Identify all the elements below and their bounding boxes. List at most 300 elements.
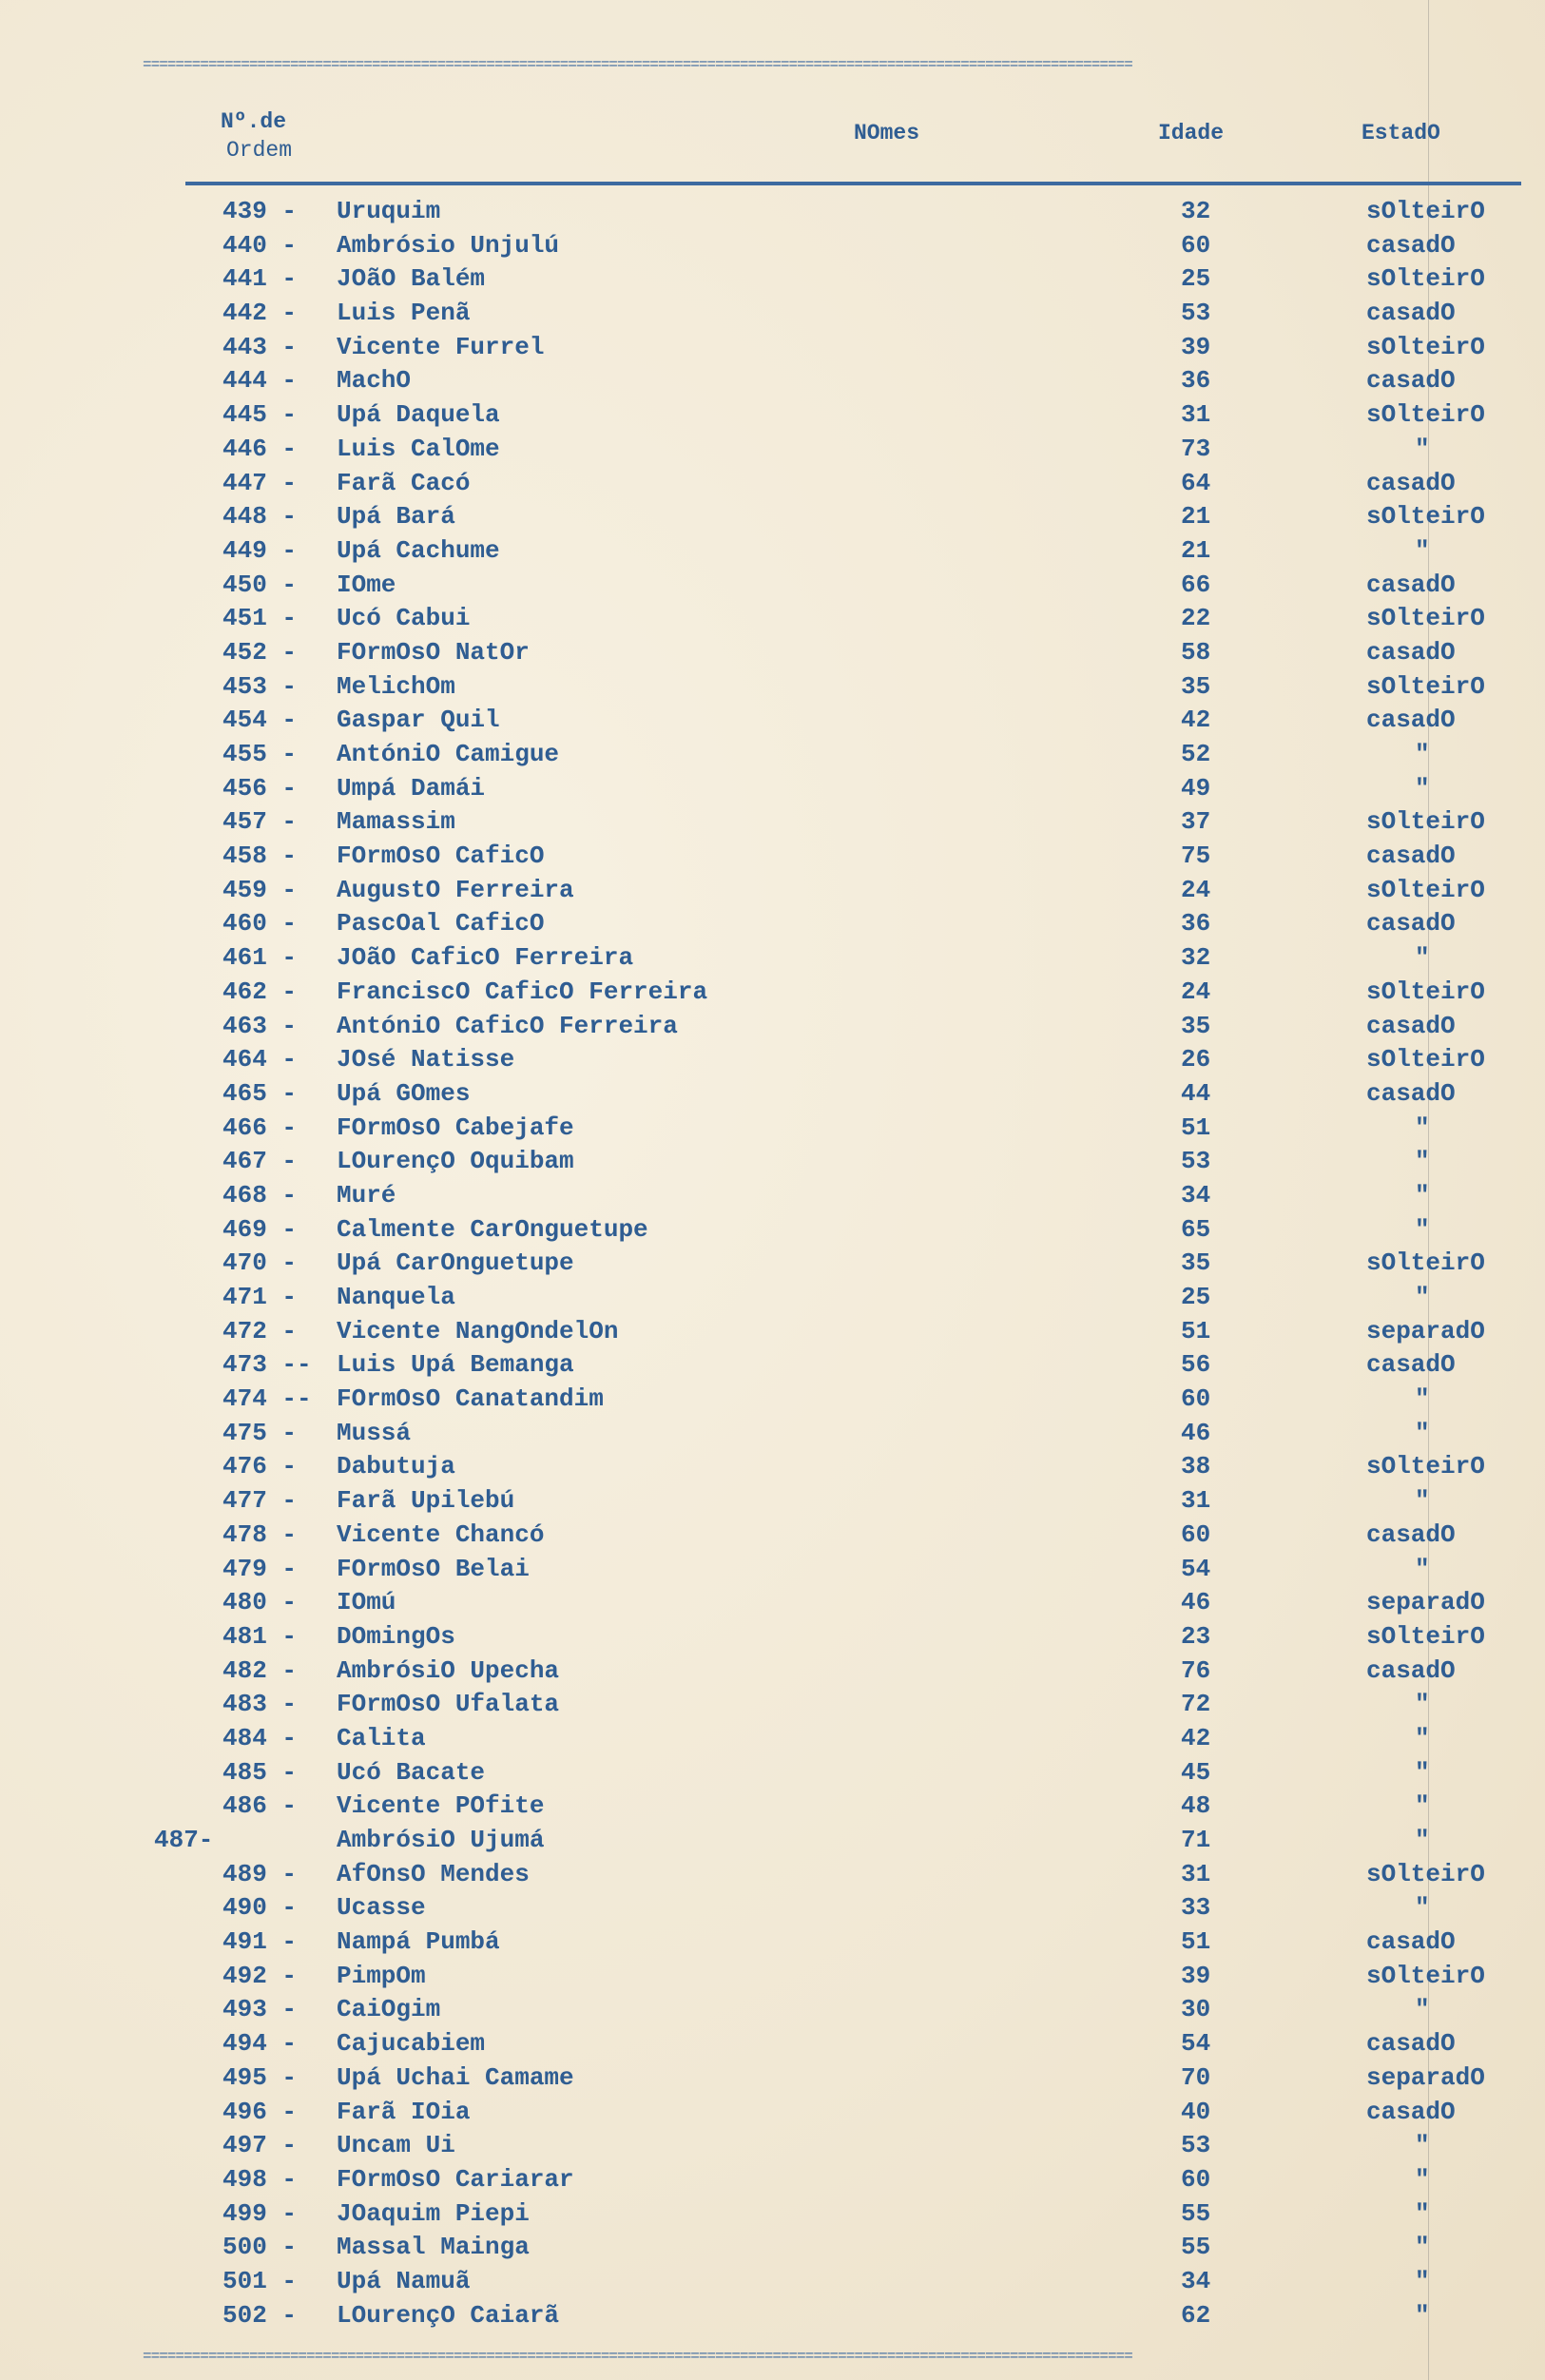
row-state: " (1415, 535, 1430, 565)
row-age: 44 (1181, 1078, 1211, 1108)
list-item (0, 2231, 1545, 2265)
row-name: IOme (337, 570, 396, 599)
row-number: 464 - (222, 1045, 298, 1074)
row-number: 461 - (222, 943, 298, 973)
row-age: 39 (1181, 332, 1211, 361)
header-state: EstadO (1362, 121, 1440, 145)
row-state: casadO (1366, 706, 1456, 735)
row-name: FOrmOsO Belai (337, 1554, 530, 1583)
row-state: sOlteirO (1366, 977, 1485, 1006)
row-name: Farã Upilebú (337, 1486, 515, 1516)
row-name: Upá CarOnguetupe (337, 1248, 574, 1278)
list-item (0, 2299, 1545, 2333)
list-item (0, 1858, 1545, 1892)
row-number: 502 - (222, 2300, 298, 2330)
list-item (0, 433, 1545, 467)
row-state: casadO (1366, 1011, 1456, 1040)
row-state: sOlteirO (1366, 604, 1485, 633)
row-state: casadO (1366, 366, 1456, 396)
row-name: FOrmOsO Canatandim (337, 1384, 604, 1414)
row-number: 489 - (222, 1859, 298, 1888)
row-age: 65 (1181, 1214, 1211, 1244)
row-state: casadO (1366, 299, 1456, 328)
row-state: sOlteirO (1366, 502, 1485, 532)
row-number: 498 - (222, 2164, 298, 2194)
list-item (0, 2265, 1545, 2299)
list-item (0, 1077, 1545, 1112)
row-age: 35 (1181, 1248, 1211, 1278)
header-underline (185, 182, 1521, 185)
row-name: Farã IOia (337, 2097, 471, 2126)
row-age: 56 (1181, 1350, 1211, 1380)
row-name: Luis CalOme (337, 434, 500, 463)
row-name: JOsé Natisse (337, 1045, 515, 1074)
row-age: 62 (1181, 2300, 1211, 2330)
row-number: 463 - (222, 1011, 298, 1040)
row-age: 60 (1181, 2164, 1211, 2194)
list-item (0, 534, 1545, 569)
row-number: 459 - (222, 875, 298, 904)
row-number: 496 - (222, 2097, 298, 2126)
list-item (0, 229, 1545, 263)
row-age: 75 (1181, 842, 1211, 871)
record-list (0, 195, 1545, 2332)
row-state: " (1415, 1757, 1430, 1787)
row-state: sOlteirO (1366, 197, 1485, 225)
row-state: sOlteirO (1366, 264, 1485, 294)
list-item (0, 1688, 1545, 1722)
row-age: 32 (1181, 197, 1211, 225)
row-state: sOlteirO (1366, 1859, 1485, 1888)
row-age: 60 (1181, 230, 1211, 260)
row-name: FOrmOsO Cariarar (337, 2164, 574, 2194)
row-state: " (1415, 1113, 1430, 1142)
row-number: 460 - (222, 909, 298, 938)
row-state: casadO (1366, 1655, 1456, 1685)
row-state: sOlteirO (1366, 1961, 1485, 1990)
row-name: Vicente Furrel (337, 332, 545, 361)
list-item (0, 1043, 1545, 1077)
row-number: 486 - (222, 1791, 298, 1821)
row-age: 38 (1181, 1452, 1211, 1481)
row-number: 468 - (222, 1180, 298, 1209)
row-name: Ucasse (337, 1893, 426, 1923)
row-number: 495 - (222, 2062, 298, 2092)
row-state: " (1415, 1147, 1430, 1176)
row-age: 36 (1181, 366, 1211, 396)
row-state: " (1415, 1214, 1430, 1244)
list-item (0, 2061, 1545, 2096)
row-name: Calmente CarOnguetupe (337, 1214, 648, 1244)
row-number: 457 - (222, 807, 298, 837)
row-number: 453 - (222, 671, 298, 701)
row-age: 53 (1181, 1147, 1211, 1176)
list-item (0, 1247, 1545, 1281)
row-number: 494 - (222, 2029, 298, 2059)
row-name: Upá Daquela (337, 400, 500, 430)
row-name: Farã Cacó (337, 468, 471, 497)
row-number: 447 - (222, 468, 298, 497)
row-name: Nampá Pumbá (337, 1927, 500, 1957)
row-name: Nanquela (337, 1283, 455, 1311)
row-number: 469 - (222, 1214, 298, 1244)
list-item (0, 500, 1545, 534)
row-state: sOlteirO (1366, 1621, 1485, 1651)
list-item (0, 1722, 1545, 1756)
list-item (0, 738, 1545, 772)
row-age: 55 (1181, 2233, 1211, 2262)
row-number: 467 - (222, 1147, 298, 1176)
row-name: CaiOgim (337, 1995, 441, 2024)
list-item (0, 1553, 1545, 1587)
row-number: 479 - (222, 1554, 298, 1583)
list-item (0, 1417, 1545, 1451)
row-number: 485 - (222, 1757, 298, 1787)
row-age: 55 (1181, 2198, 1211, 2228)
row-name: Massal Mainga (337, 2233, 530, 2262)
row-number: 465 - (222, 1078, 298, 1108)
list-item (0, 602, 1545, 636)
row-name: DOmingOs (337, 1621, 455, 1651)
list-item (0, 1145, 1545, 1179)
list-item (0, 1620, 1545, 1654)
row-age: 31 (1181, 1486, 1211, 1516)
list-item (0, 1790, 1545, 1824)
list-item (0, 2197, 1545, 2232)
row-number: 442 - (222, 299, 298, 328)
row-state: casadO (1366, 1519, 1456, 1549)
row-age: 66 (1181, 570, 1211, 599)
row-name: MachO (337, 366, 412, 396)
row-name: Upá GOmes (337, 1078, 471, 1108)
list-item (0, 1010, 1545, 1044)
row-name: FranciscO CaficO Ferreira (337, 977, 708, 1006)
row-age: 58 (1181, 637, 1211, 667)
row-number: 478 - (222, 1519, 298, 1549)
row-age: 30 (1181, 1995, 1211, 2024)
row-number: 445 - (222, 400, 298, 430)
row-state: sOlteirO (1366, 875, 1485, 904)
list-item (0, 1213, 1545, 1248)
row-age: 33 (1181, 1893, 1211, 1923)
row-name: Mussá (337, 1418, 412, 1447)
row-name: FOrmOsO NatOr (337, 637, 530, 667)
list-item (0, 636, 1545, 670)
list-item (0, 840, 1545, 874)
row-age: 26 (1181, 1045, 1211, 1074)
row-number: 444 - (222, 366, 298, 396)
row-number: 473 -- (222, 1350, 312, 1380)
row-age: 22 (1181, 604, 1211, 633)
row-name: Upá Uchai Camame (337, 2062, 574, 2092)
row-state: casadO (1366, 637, 1456, 667)
list-item (0, 1586, 1545, 1620)
row-age: 32 (1181, 943, 1211, 973)
row-state: " (1415, 1893, 1430, 1923)
row-number: 492 - (222, 1961, 298, 1990)
row-name: FOrmOsO Cabejafe (337, 1113, 574, 1142)
row-name: PimpOm (337, 1961, 426, 1990)
row-name: JOaquim Piepi (337, 2198, 530, 2228)
list-item (0, 805, 1545, 840)
row-name: AfOnsO Mendes (337, 1859, 530, 1888)
row-state: separadO (1366, 1588, 1485, 1617)
row-state: casadO (1366, 909, 1456, 938)
row-number: 480 - (222, 1588, 298, 1617)
list-item (0, 874, 1545, 908)
row-age: 25 (1181, 264, 1211, 294)
row-name: JOãO CaficO Ferreira (337, 943, 634, 973)
row-name: LOurençO Caiarã (337, 2300, 560, 2330)
row-number: 446 - (222, 434, 298, 463)
row-number: 456 - (222, 773, 298, 803)
row-state: separadO (1366, 2062, 1485, 2092)
row-age: 48 (1181, 1791, 1211, 1821)
row-number: 475 - (222, 1418, 298, 1447)
row-number: 440 - (222, 230, 298, 260)
row-age: 42 (1181, 1723, 1211, 1752)
row-number: 443 - (222, 332, 298, 361)
row-state: " (1415, 1180, 1430, 1209)
row-age: 60 (1181, 1384, 1211, 1414)
row-age: 51 (1181, 1316, 1211, 1345)
row-name: FOrmOsO CaficO (337, 842, 545, 871)
row-age: 51 (1181, 1927, 1211, 1957)
header-order-word: Ordem (226, 138, 293, 163)
row-number: 448 - (222, 502, 298, 532)
row-age: 72 (1181, 1690, 1211, 1719)
row-number: 476 - (222, 1452, 298, 1481)
row-name: AmbrósiO Ujumá (337, 1826, 545, 1854)
row-number: 462 - (222, 977, 298, 1006)
list-item (0, 1654, 1545, 1689)
row-number: 501 - (222, 2266, 298, 2295)
top-separator: ========================================================================================================================= (143, 56, 1132, 73)
row-state: " (1415, 1554, 1430, 1583)
row-name: AntóniO Camigue (337, 740, 560, 768)
row-number: 451 - (222, 604, 298, 633)
row-state: " (1415, 1791, 1430, 1821)
list-item (0, 1348, 1545, 1383)
list-item (0, 1383, 1545, 1417)
row-state: casadO (1366, 468, 1456, 497)
row-number: 449 - (222, 535, 298, 565)
row-age: 64 (1181, 468, 1211, 497)
row-state: casadO (1366, 1078, 1456, 1108)
list-item (0, 772, 1545, 806)
bottom-separator: ========================================================================================================================= (143, 2348, 1132, 2365)
row-state: " (1415, 2198, 1430, 2228)
row-name: Dabutuja (337, 1452, 455, 1481)
row-number: 474 -- (222, 1384, 312, 1414)
row-state: casadO (1366, 1350, 1456, 1380)
row-number: 472 - (222, 1316, 298, 1345)
row-age: 31 (1181, 400, 1211, 430)
list-item (0, 1179, 1545, 1213)
row-name: LOurençO Oquibam (337, 1147, 574, 1176)
row-age: 46 (1181, 1588, 1211, 1617)
row-state: " (1415, 740, 1430, 768)
row-state: " (1415, 1384, 1430, 1414)
row-number: 471 - (222, 1283, 298, 1311)
list-item (0, 467, 1545, 501)
row-state: " (1415, 1826, 1430, 1854)
row-state: " (1415, 434, 1430, 463)
row-number: 455 - (222, 740, 298, 768)
header-names: NOmes (854, 121, 920, 145)
row-name: Mamassim (337, 807, 455, 837)
row-state: " (1415, 943, 1430, 973)
list-item (0, 907, 1545, 941)
row-state: sOlteirO (1366, 807, 1485, 837)
row-state: " (1415, 1995, 1430, 2024)
row-age: 60 (1181, 1519, 1211, 1549)
list-item (0, 2027, 1545, 2061)
row-number: 439 - (222, 197, 298, 225)
row-name: Upá Namuã (337, 2266, 471, 2295)
row-number: 458 - (222, 842, 298, 871)
row-name: PascOal CaficO (337, 909, 545, 938)
list-item (0, 398, 1545, 433)
row-state: " (1415, 2300, 1430, 2330)
row-state: " (1415, 1723, 1430, 1752)
row-name: Uncam Ui (337, 2131, 455, 2160)
row-name: Luis Penã (337, 299, 471, 328)
row-age: 35 (1181, 1011, 1211, 1040)
row-state: " (1415, 1418, 1430, 1447)
row-name: Cajucabiem (337, 2029, 486, 2059)
row-age: 23 (1181, 1621, 1211, 1651)
row-name: Upá Cachume (337, 535, 500, 565)
row-state: " (1415, 1690, 1430, 1719)
list-item (0, 1519, 1545, 1553)
row-state: casadO (1366, 230, 1456, 260)
list-item (0, 704, 1545, 738)
row-number: 499 - (222, 2198, 298, 2228)
row-state: " (1415, 2131, 1430, 2160)
row-state: " (1415, 2266, 1430, 2295)
row-age: 53 (1181, 299, 1211, 328)
list-item (0, 297, 1545, 331)
row-name: FOrmOsO Ufalata (337, 1690, 560, 1719)
row-state: casadO (1366, 1927, 1456, 1957)
row-number: 484 - (222, 1723, 298, 1752)
row-age: 31 (1181, 1859, 1211, 1888)
row-age: 53 (1181, 2131, 1211, 2160)
header-order-number: Nº.de (221, 109, 287, 134)
list-item (0, 976, 1545, 1010)
row-name: AmbrósiO Upecha (337, 1655, 560, 1685)
row-age: 42 (1181, 706, 1211, 735)
row-number: 500 - (222, 2233, 298, 2262)
row-number: 482 - (222, 1655, 298, 1685)
row-name: IOmú (337, 1588, 396, 1617)
list-item (0, 1993, 1545, 2027)
row-age: 54 (1181, 2029, 1211, 2059)
row-age: 24 (1181, 977, 1211, 1006)
table-header (0, 100, 1545, 176)
row-age: 21 (1181, 535, 1211, 565)
row-number: 491 - (222, 1927, 298, 1957)
list-item (0, 2096, 1545, 2130)
row-name: Muré (337, 1180, 396, 1209)
row-state: " (1415, 2233, 1430, 2262)
list-item (0, 670, 1545, 705)
row-number: 497 - (222, 2131, 298, 2160)
row-age: 21 (1181, 502, 1211, 532)
row-state: sOlteirO (1366, 1452, 1485, 1481)
row-number: 483 - (222, 1690, 298, 1719)
list-item (0, 1756, 1545, 1790)
row-state: sOlteirO (1366, 671, 1485, 701)
row-state: casadO (1366, 842, 1456, 871)
list-item (0, 195, 1545, 229)
list-item (0, 1891, 1545, 1925)
row-age: 70 (1181, 2062, 1211, 2092)
list-item (0, 2129, 1545, 2163)
row-age: 73 (1181, 434, 1211, 463)
row-number: 493 - (222, 1995, 298, 2024)
list-item (0, 941, 1545, 976)
row-state: " (1415, 773, 1430, 803)
row-name: Ucó Bacate (337, 1757, 486, 1787)
list-item (0, 569, 1545, 603)
row-age: 49 (1181, 773, 1211, 803)
row-number: 450 - (222, 570, 298, 599)
list-item (0, 331, 1545, 365)
header-age: Idade (1158, 121, 1225, 145)
list-item (0, 1450, 1545, 1484)
row-state: " (1415, 1486, 1430, 1516)
row-name: MelichOm (337, 671, 455, 701)
list-item (0, 1925, 1545, 1960)
list-item (0, 1484, 1545, 1519)
row-state: casadO (1366, 570, 1456, 599)
row-number: 477 - (222, 1486, 298, 1516)
list-item (0, 1960, 1545, 1994)
row-age: 51 (1181, 1113, 1211, 1142)
row-number: 490 - (222, 1893, 298, 1923)
row-age: 39 (1181, 1961, 1211, 1990)
row-name: JOãO Balém (337, 264, 486, 294)
row-state: sOlteirO (1366, 1045, 1485, 1074)
row-state: " (1415, 1283, 1430, 1311)
row-state: " (1415, 2164, 1430, 2194)
row-age: 34 (1181, 2266, 1211, 2295)
list-item (0, 262, 1545, 297)
row-name: Vicente POfite (337, 1791, 545, 1821)
row-name: Vicente Chancó (337, 1519, 545, 1549)
row-number: 452 - (222, 637, 298, 667)
row-number: 470 - (222, 1248, 298, 1278)
row-state: sOlteirO (1366, 332, 1485, 361)
list-item (0, 1281, 1545, 1315)
row-age: 35 (1181, 671, 1211, 701)
row-name: Umpá Damái (337, 773, 486, 803)
row-name: Uruquim (337, 197, 441, 225)
row-name: Gaspar Quil (337, 706, 500, 735)
row-name: Ucó Cabui (337, 604, 471, 633)
list-item (0, 1112, 1545, 1146)
row-name: Vicente NangOndelOn (337, 1316, 619, 1345)
row-name: Upá Bará (337, 502, 455, 532)
row-state: casadO (1366, 2097, 1456, 2126)
row-name: AntóniO CaficO Ferreira (337, 1011, 678, 1040)
list-item (0, 1315, 1545, 1349)
row-state: casadO (1366, 2029, 1456, 2059)
row-state: separadO (1366, 1316, 1485, 1345)
row-age: 46 (1181, 1418, 1211, 1447)
